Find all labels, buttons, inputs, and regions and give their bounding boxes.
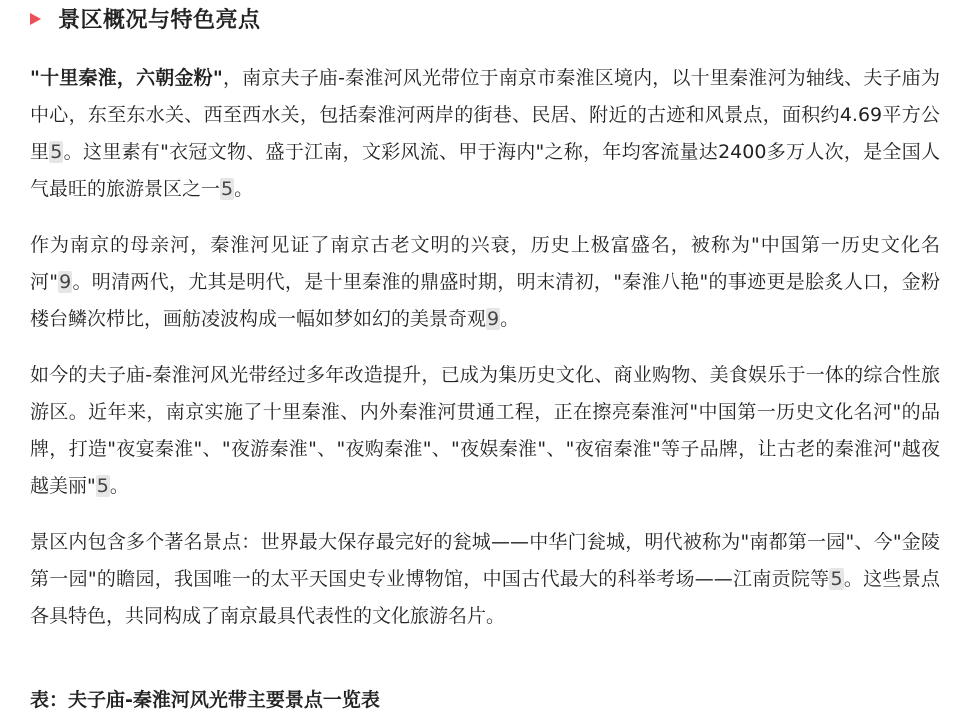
article-body	[30, 0, 940, 711]
citation-badge[interactable]: 9	[59, 271, 72, 293]
paragraph-text: ，南京夫子庙-秦淮河风光带位于南京市秦淮区境内，以十里秦淮河为轴线、夫子庙为中心，东至东水关、西至西水关，包括秦淮河两岸的街巷、民居、附近的古迹和风景点，面积约4.69平方公里	[30, 67, 940, 163]
paragraph-attractions	[30, 524, 940, 635]
paragraph-text: 。这些景点各具特色，共同构成了南京最具代表性的文化旅游名片。	[30, 568, 940, 627]
section-heading	[30, 0, 940, 40]
citation-badge[interactable]: 9	[487, 308, 500, 330]
paragraph-history	[30, 227, 940, 338]
triangle-marker-icon	[30, 13, 41, 25]
paragraph-text: 作为南京的母亲河，秦淮河见证了南京古老文明的兴衰，历史上极富盛名，被称为"中国第一历史文化名河"	[30, 234, 940, 293]
citation-badge[interactable]: 5	[96, 475, 109, 497]
paragraph-text: 。	[109, 475, 129, 497]
citation-badge[interactable]: 5	[830, 568, 843, 590]
paragraph-text: 。	[500, 308, 520, 330]
paragraph-overview	[30, 60, 940, 208]
paragraph-text: 如今的夫子庙-秦淮河风光带经过多年改造提升，已成为集历史文化、商业购物、美食娱乐于一体的综合性旅游区。近年来，南京实施了十里秦淮、内外秦淮河贯通工程，正在擦亮秦淮河"中国第一历史文化名河"的品牌，打造"夜宴秦淮"、"夜游秦淮"、"夜购秦淮"、"夜娱秦淮"、"夜宿秦淮"等子品牌，让古老的秦淮河"越夜越美丽"	[30, 364, 940, 497]
paragraph-text: 。这里素有"衣冠文物、盛于江南，文彩风流、甲于海内"之称，年均客流量达2400多万人次，是全国人气最旺的旅游景区之一	[30, 141, 940, 200]
citation-badge[interactable]: 5	[221, 178, 234, 200]
section-title: 景区概况与特色亮点	[58, 8, 261, 33]
paragraph-text: 。明清两代，尤其是明代，是十里秦淮的鼎盛时期，明末清初，"秦淮八艳"的事迹更是脍炙人口，金粉楼台鳞次栉比，画舫凌波构成一幅如梦如幻的美景奇观	[30, 271, 940, 330]
paragraph-lead: "十里秦淮，六朝金粉"	[30, 67, 223, 89]
paragraph-today	[30, 357, 940, 505]
paragraph-text: 景区内包含多个著名景点：世界最大保存最完好的瓮城——中华门瓮城，明代被称为"南都第一园"、今"金陵第一园"的瞻园，我国唯一的太平天国史专业博物馆，中国古代最大的科举考场——江南贡院等	[30, 531, 940, 590]
citation-badge[interactable]: 5	[50, 141, 63, 163]
table-caption: 表：夫子庙-秦淮河风光带主要景点一览表	[30, 689, 380, 711]
paragraph-text: 。	[234, 178, 254, 200]
